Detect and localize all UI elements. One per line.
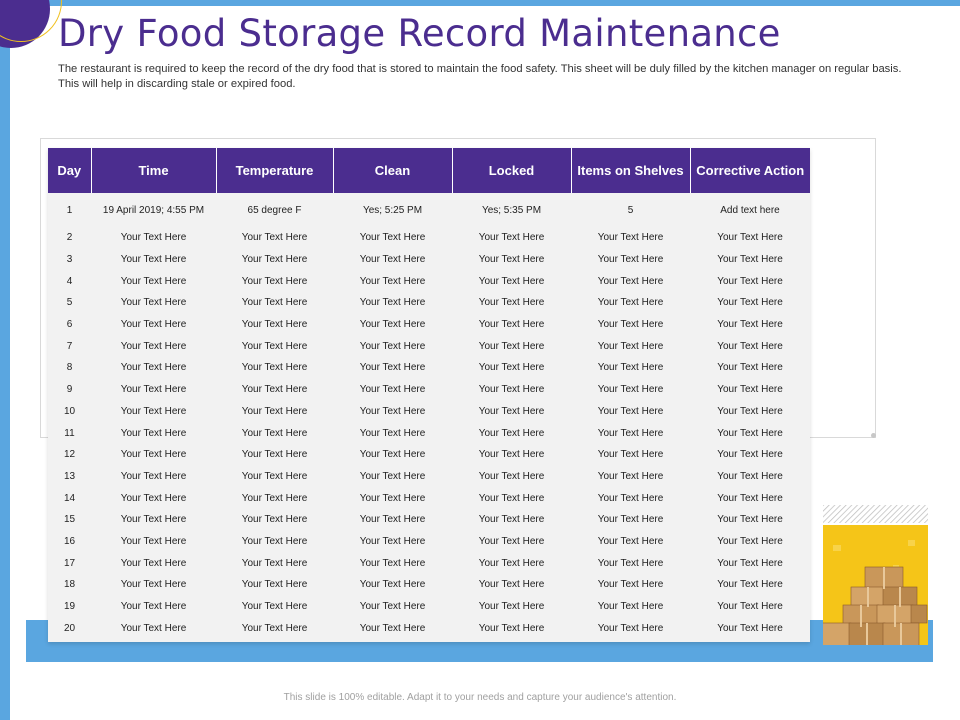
column-header: Day xyxy=(48,148,91,193)
column-header: Time xyxy=(91,148,216,193)
table-cell[interactable]: 3 xyxy=(66,254,73,266)
table-cell[interactable]: Your Text Here xyxy=(120,579,187,591)
table-cell[interactable]: Your Text Here xyxy=(120,449,187,461)
table-cell[interactable]: Your Text Here xyxy=(241,254,308,266)
table-cell[interactable]: Your Text Here xyxy=(120,384,187,396)
table-cell[interactable]: Your Text Here xyxy=(478,275,545,287)
table-cell[interactable]: Your Text Here xyxy=(120,254,187,266)
table-row xyxy=(48,379,810,401)
table-row xyxy=(48,444,810,466)
table-cell[interactable]: Your Text Here xyxy=(597,579,664,591)
table-cell[interactable]: Your Text Here xyxy=(241,579,308,591)
table-row xyxy=(48,249,810,271)
cardboard-boxes-icon xyxy=(823,505,928,645)
table-cell[interactable]: Your Text Here xyxy=(359,254,426,266)
table-cell[interactable]: Your Text Here xyxy=(120,622,187,634)
table-cell[interactable]: Your Text Here xyxy=(120,405,187,417)
table-cell[interactable]: Your Text Here xyxy=(478,362,545,374)
table-cell[interactable]: Your Text Here xyxy=(717,340,783,352)
table-cell[interactable]: Your Text Here xyxy=(359,557,426,569)
table-cell[interactable]: Your Text Here xyxy=(597,535,664,547)
table-cell[interactable]: Your Text Here xyxy=(717,557,783,569)
table-cell[interactable]: Your Text Here xyxy=(120,601,187,613)
table-row xyxy=(48,335,810,357)
table-cell[interactable]: Your Text Here xyxy=(359,535,426,547)
table-cell[interactable]: Your Text Here xyxy=(241,470,308,482)
left-accent-bar xyxy=(0,0,10,720)
description-text: The restaurant is required to keep the record of the dry food that is stored to maintain the food safety. This sheet will be duly filled by the kitchen manager on regular basis. This will help in discarding stale or expired food. xyxy=(58,63,902,90)
page-title: Dry Food Storage Record Maintenance xyxy=(58,12,781,55)
table-body xyxy=(48,193,810,639)
table-cell[interactable]: Your Text Here xyxy=(478,535,545,547)
table-cell[interactable]: Your Text Here xyxy=(359,384,426,396)
table-cell[interactable]: 4 xyxy=(66,275,73,287)
table-cell[interactable]: Your Text Here xyxy=(597,427,664,439)
table-cell[interactable]: Your Text Here xyxy=(717,254,783,266)
table-cell[interactable]: Your Text Here xyxy=(597,492,664,504)
table-row xyxy=(48,422,810,444)
table-cell[interactable]: Your Text Here xyxy=(120,557,187,569)
table-row xyxy=(48,270,810,292)
table-row xyxy=(48,227,810,249)
table-cell[interactable]: Your Text Here xyxy=(478,557,545,569)
table-cell[interactable]: 12 xyxy=(63,449,76,461)
table-cell[interactable]: 7 xyxy=(66,340,73,352)
table-row xyxy=(48,552,810,574)
table-cell[interactable]: Your Text Here xyxy=(359,275,426,287)
table-cell[interactable]: Your Text Here xyxy=(359,340,426,352)
table-header-row xyxy=(48,148,810,193)
table-cell[interactable]: Yes; 5:35 PM xyxy=(481,204,542,216)
table-row xyxy=(48,401,810,423)
table-cell[interactable]: Your Text Here xyxy=(120,275,187,287)
table-cell[interactable]: Your Text Here xyxy=(241,362,308,374)
table-cell[interactable]: 8 xyxy=(66,362,73,374)
table-row xyxy=(48,292,810,314)
table-cell[interactable]: Your Text Here xyxy=(359,362,426,374)
table-cell[interactable]: 19 xyxy=(63,601,76,613)
table-cell[interactable]: Your Text Here xyxy=(597,622,664,634)
table-cell[interactable]: Your Text Here xyxy=(120,319,187,331)
table-cell[interactable]: Your Text Here xyxy=(478,232,545,244)
table-cell[interactable]: Your Text Here xyxy=(359,514,426,526)
table-cell[interactable]: Your Text Here xyxy=(717,275,783,287)
table-cell[interactable]: Your Text Here xyxy=(120,514,187,526)
table-cell[interactable]: Your Text Here xyxy=(597,297,664,309)
table-cell[interactable]: Your Text Here xyxy=(478,601,545,613)
top-accent-bar xyxy=(0,0,960,6)
table-cell[interactable]: 6 xyxy=(66,319,73,331)
table-cell[interactable]: Your Text Here xyxy=(478,514,545,526)
table-cell[interactable]: Your Text Here xyxy=(717,362,783,374)
table-row xyxy=(48,531,810,553)
table-cell[interactable]: Your Text Here xyxy=(241,601,308,613)
table-cell[interactable]: Your Text Here xyxy=(359,232,426,244)
table-cell[interactable]: 16 xyxy=(63,535,76,547)
table-cell[interactable]: Your Text Here xyxy=(241,557,308,569)
table-cell[interactable]: Your Text Here xyxy=(597,405,664,417)
column-header: Locked xyxy=(452,148,571,193)
table-cell[interactable]: Your Text Here xyxy=(241,622,308,634)
table-cell[interactable]: Your Text Here xyxy=(359,319,426,331)
table-cell[interactable]: Your Text Here xyxy=(597,275,664,287)
table-cell[interactable]: Your Text Here xyxy=(478,384,545,396)
table-cell[interactable]: Your Text Here xyxy=(597,514,664,526)
column-header: Clean xyxy=(333,148,452,193)
table-cell[interactable]: Your Text Here xyxy=(120,492,187,504)
table-cell[interactable]: 9 xyxy=(66,384,73,396)
table-cell[interactable]: Your Text Here xyxy=(241,427,308,439)
table-cell[interactable]: Your Text Here xyxy=(120,362,187,374)
table-cell[interactable]: Your Text Here xyxy=(359,622,426,634)
table-cell[interactable]: Add text here xyxy=(720,204,780,216)
table-cell[interactable]: Your Text Here xyxy=(120,232,187,244)
table-cell[interactable]: Your Text Here xyxy=(359,297,426,309)
table-cell[interactable]: Your Text Here xyxy=(120,470,187,482)
table-cell[interactable]: Your Text Here xyxy=(717,470,783,482)
table-cell[interactable]: 13 xyxy=(63,470,76,482)
table-cell[interactable]: 10 xyxy=(63,405,76,417)
table-row xyxy=(48,193,810,227)
table-cell[interactable]: Your Text Here xyxy=(241,449,308,461)
table-cell[interactable]: 65 degree F xyxy=(247,204,302,216)
table-cell[interactable]: Your Text Here xyxy=(478,579,545,591)
table-row xyxy=(48,466,810,488)
table-cell[interactable]: Your Text Here xyxy=(597,362,664,374)
table-cell[interactable]: Your Text Here xyxy=(717,514,783,526)
table-cell[interactable]: 17 xyxy=(63,557,76,569)
table-cell[interactable]: 19 April 2019; 4:55 PM xyxy=(102,204,205,216)
table-cell[interactable]: Your Text Here xyxy=(478,622,545,634)
table-cell[interactable]: Your Text Here xyxy=(597,384,664,396)
table-cell[interactable]: Your Text Here xyxy=(241,297,308,309)
table-cell[interactable]: Your Text Here xyxy=(120,297,187,309)
table-cell[interactable]: 15 xyxy=(63,514,76,526)
frame-handle-dot xyxy=(871,433,876,438)
table-row xyxy=(48,314,810,336)
table-cell[interactable]: Your Text Here xyxy=(120,535,187,547)
table-cell[interactable]: Your Text Here xyxy=(597,470,664,482)
column-header: Corrective Action xyxy=(690,148,810,193)
table-cell[interactable]: Your Text Here xyxy=(359,449,426,461)
table-cell[interactable]: Your Text Here xyxy=(241,514,308,526)
table-cell[interactable]: Your Text Here xyxy=(597,232,664,244)
table-cell[interactable]: Your Text Here xyxy=(717,427,783,439)
table-cell[interactable]: Your Text Here xyxy=(478,319,545,331)
table-cell[interactable]: 5 xyxy=(627,204,634,216)
table-cell[interactable]: Your Text Here xyxy=(597,340,664,352)
table-cell[interactable]: Your Text Here xyxy=(478,254,545,266)
table-cell[interactable]: Your Text Here xyxy=(359,601,426,613)
table-cell[interactable]: Your Text Here xyxy=(478,405,545,417)
table-cell[interactable]: Your Text Here xyxy=(241,232,308,244)
table-cell[interactable]: Your Text Here xyxy=(717,492,783,504)
table-cell[interactable]: 14 xyxy=(63,492,76,504)
table-row xyxy=(48,357,810,379)
table-cell[interactable]: Your Text Here xyxy=(717,405,783,417)
table-row xyxy=(48,487,810,509)
table-cell[interactable]: 18 xyxy=(63,579,76,591)
table-cell[interactable]: Your Text Here xyxy=(478,492,545,504)
table-cell[interactable]: Your Text Here xyxy=(241,405,308,417)
table-cell[interactable]: 11 xyxy=(64,427,75,439)
table-row xyxy=(48,574,810,596)
record-table xyxy=(48,148,810,639)
column-header: Temperature xyxy=(216,148,333,193)
table-row xyxy=(48,617,810,639)
table-cell[interactable]: Yes; 5:25 PM xyxy=(362,204,423,216)
table-cell[interactable]: Your Text Here xyxy=(717,232,783,244)
corner-ring-decoration xyxy=(0,0,62,42)
table-cell[interactable]: Your Text Here xyxy=(597,601,664,613)
record-table-container xyxy=(48,148,810,642)
table-row xyxy=(48,509,810,531)
table-cell[interactable]: Your Text Here xyxy=(478,297,545,309)
table-cell[interactable]: Your Text Here xyxy=(597,449,664,461)
table-cell[interactable]: Your Text Here xyxy=(478,449,545,461)
table-cell[interactable]: Your Text Here xyxy=(241,319,308,331)
table-cell[interactable]: Your Text Here xyxy=(359,470,426,482)
table-cell[interactable]: Your Text Here xyxy=(717,535,783,547)
table-cell[interactable]: Your Text Here xyxy=(478,340,545,352)
table-cell[interactable]: Your Text Here xyxy=(717,384,783,396)
table-cell[interactable]: Your Text Here xyxy=(359,579,426,591)
table-cell[interactable]: Your Text Here xyxy=(717,622,783,634)
table-cell[interactable]: Your Text Here xyxy=(717,449,783,461)
table-cell[interactable]: Your Text Here xyxy=(717,579,783,591)
table-cell[interactable]: Your Text Here xyxy=(241,340,308,352)
column-header: Items on Shelves xyxy=(571,148,690,193)
table-cell[interactable]: Your Text Here xyxy=(478,470,545,482)
table-cell[interactable]: Your Text Here xyxy=(120,427,187,439)
table-cell[interactable]: Your Text Here xyxy=(241,384,308,396)
table-cell[interactable]: Your Text Here xyxy=(717,319,783,331)
table-cell[interactable]: Your Text Here xyxy=(120,340,187,352)
table-row xyxy=(48,596,810,618)
table-cell[interactable]: Your Text Here xyxy=(597,254,664,266)
table-cell[interactable]: Your Text Here xyxy=(359,405,426,417)
table-cell[interactable]: Your Text Here xyxy=(597,319,664,331)
table-cell[interactable]: Your Text Here xyxy=(478,427,545,439)
table-cell[interactable]: 20 xyxy=(63,622,76,634)
table-cell[interactable]: Your Text Here xyxy=(597,557,664,569)
table-cell[interactable]: Your Text Here xyxy=(241,535,308,547)
table-cell[interactable]: Your Text Here xyxy=(241,492,308,504)
table-cell[interactable]: Your Text Here xyxy=(717,297,783,309)
table-cell[interactable]: 2 xyxy=(66,232,73,244)
table-cell[interactable]: Your Text Here xyxy=(359,427,426,439)
table-cell[interactable]: 5 xyxy=(66,297,73,309)
table-cell[interactable]: 1 xyxy=(66,204,73,216)
footer-note: This slide is 100% editable. Adapt it to your needs and capture your audience's attention. xyxy=(283,692,677,703)
table-cell[interactable]: Your Text Here xyxy=(717,601,783,613)
table-cell[interactable]: Your Text Here xyxy=(359,492,426,504)
table-cell[interactable]: Your Text Here xyxy=(241,275,308,287)
